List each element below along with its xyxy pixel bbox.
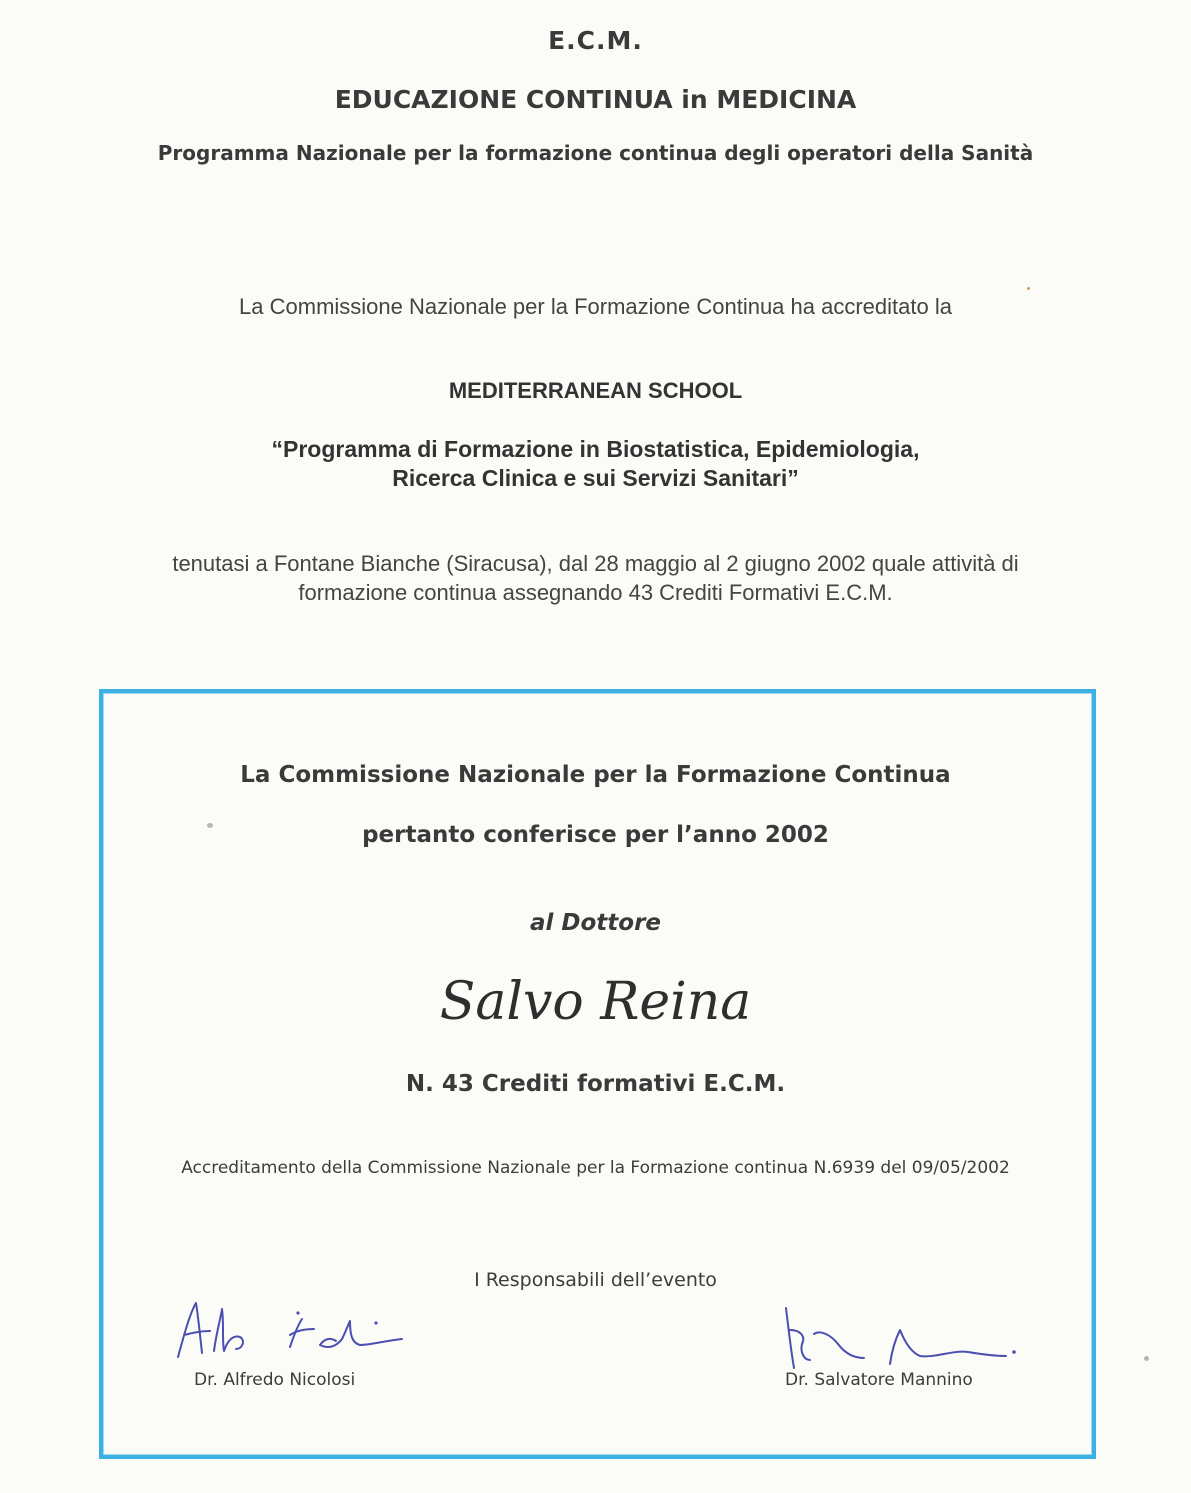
recipient-name: Salvo Reina (439, 972, 752, 1032)
signature-right (780, 1300, 1020, 1375)
acronym-heading: E.C.M. (548, 26, 643, 55)
accreditation-intro: La Commissione Nazionale per la Formazione Continua ha accreditato la (239, 294, 952, 319)
signatory-left-name: Dr. Alfredo Nicolosi (194, 1370, 356, 1390)
school-name: MEDITERRANEAN SCHOOL (448, 378, 743, 403)
program-subtitle: Programma Nazionale per la formazione continua degli operatori della Sanità (157, 141, 1034, 165)
accreditation-reference: Accreditamento della Commissione Nazionale per la Formazione continua N.6939 del 09/05/2002 (181, 1158, 1010, 1178)
recipient-prefix: al Dottore (529, 910, 662, 936)
commission-heading: La Commissione Nazionale per la Formazione Continua (240, 762, 951, 788)
paper-speck (1144, 1356, 1149, 1361)
document-title: EDUCAZIONE CONTINUA in MEDICINA (334, 85, 857, 114)
paper-speck (207, 823, 213, 828)
credits-awarded: N. 43 Crediti formativi E.C.M. (405, 1071, 786, 1097)
conferral-line: pertanto conferisce per l’anno 2002 (362, 822, 829, 848)
responsibles-label: I Responsabili dell’evento (474, 1269, 717, 1291)
signature-left (170, 1295, 410, 1365)
course-title-line2: Ricerca Clinica e sui Servizi Sanitari” (392, 465, 799, 491)
course-title-line1: “Programma di Formazione in Biostatistica, Epidemiologia, (271, 436, 920, 462)
paper-speck (1027, 287, 1030, 290)
event-details-line2: formazione continua assegnando 43 Crediti Formativi E.C.M. (298, 580, 893, 605)
event-details-line1: tenutasi a Fontane Bianche (Siracusa), dal 28 maggio al 2 giugno 2002 quale attività di (172, 551, 1019, 576)
signatory-right-name: Dr. Salvatore Mannino (785, 1370, 973, 1390)
